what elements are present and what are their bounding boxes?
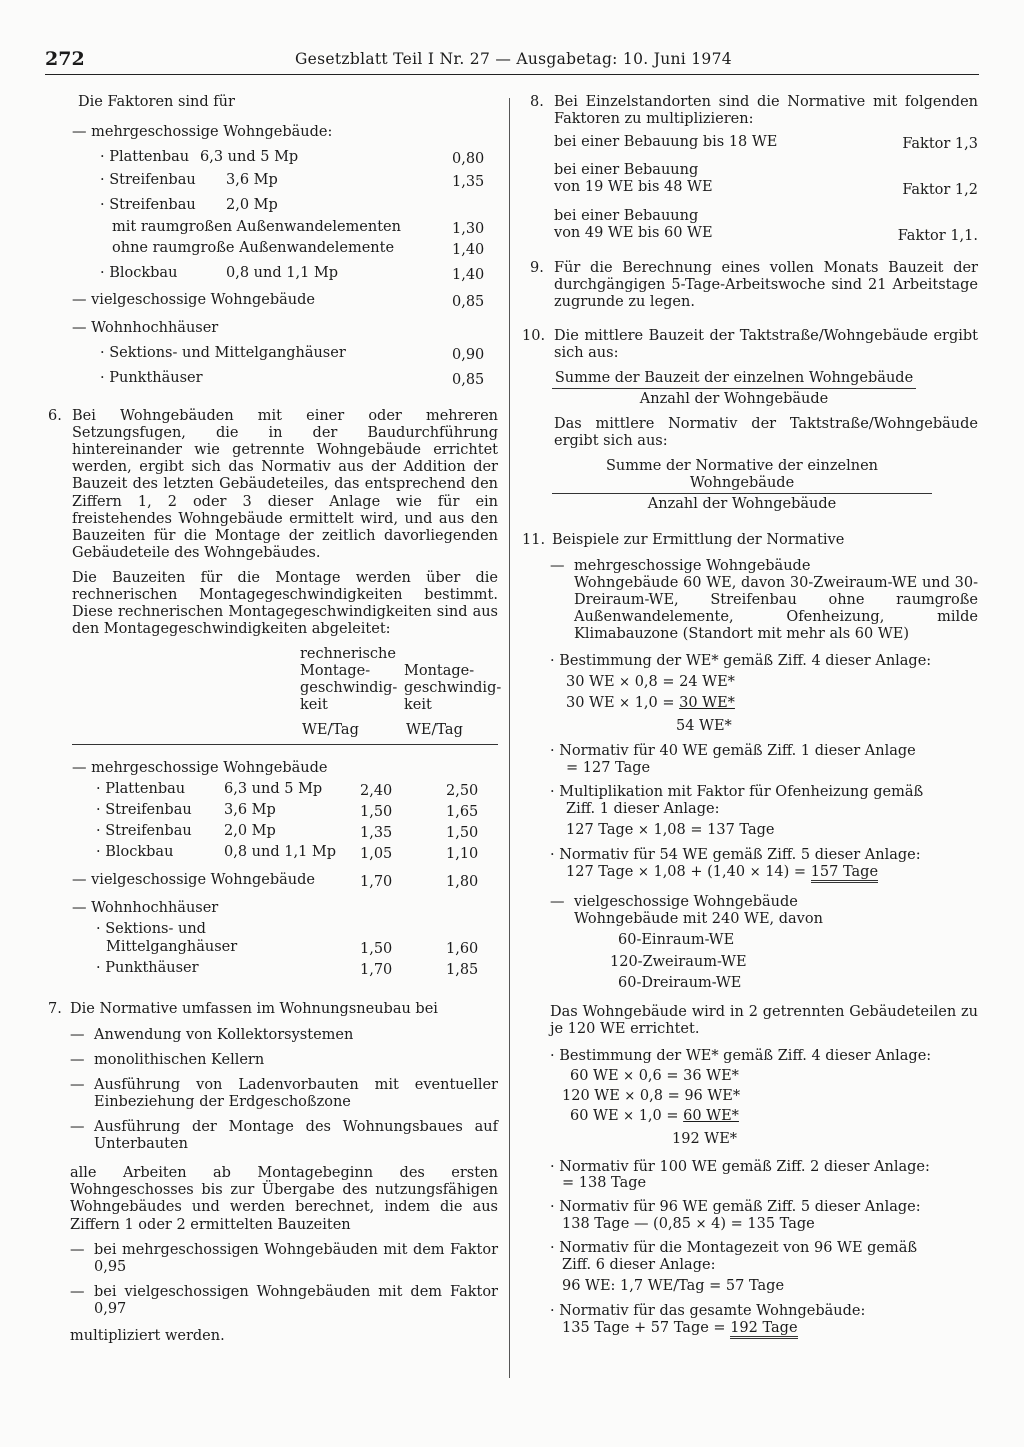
calc-part: 138 Tage — (0,85 bbox=[562, 1215, 691, 1232]
item-10 bbox=[522, 328, 978, 514]
column-divider bbox=[509, 98, 510, 1378]
calc-line bbox=[562, 1088, 740, 1105]
example-vielg-v3: 60-Dreiraum-WE bbox=[618, 974, 742, 991]
table-col1-header bbox=[300, 646, 397, 714]
dash: — bbox=[70, 1283, 85, 1300]
calc-result: 1,08 = 137 Tage bbox=[653, 822, 775, 839]
calc-b3: · Multiplikation mit Faktor für Ofenheizung gemäß bbox=[550, 784, 924, 801]
calc-c3: · Normativ für 100 WE gemäß Ziff. 2 dieser Anlage: bbox=[550, 1158, 930, 1175]
calc-sum: 192 WE* bbox=[672, 1130, 738, 1147]
calc-result: 1,0 = bbox=[638, 1107, 679, 1124]
example-getrennt-text: Das Wohngebäude wird in 2 getrennten Gebäudeteilen zu je 120 WE errichtet. bbox=[550, 1003, 978, 1037]
table-row-v1: 1,35 bbox=[360, 825, 393, 842]
dash: — bbox=[70, 1118, 85, 1135]
dash: — bbox=[550, 557, 565, 574]
streifenbau-20-label: · Streifenbau bbox=[100, 197, 196, 213]
calc-sum: 54 WE* bbox=[676, 718, 732, 735]
fraction-bauzeit bbox=[552, 370, 916, 408]
table-row-mp: 3,6 Mp bbox=[224, 802, 276, 819]
item-11 bbox=[522, 532, 978, 1348]
table-punkthaeuser: · Punkthäuser bbox=[96, 960, 199, 977]
calc-c5c: 96 WE: 1,7 WE/Tag = 57 Tage bbox=[562, 1277, 785, 1294]
calc-result-double-underlined: 157 Tage bbox=[811, 864, 878, 883]
factor-row-2-label2: von 19 WE bis 48 WE bbox=[554, 179, 713, 196]
calc-line bbox=[562, 1320, 798, 1337]
multiply-icon: × bbox=[624, 1088, 636, 1104]
dash: — bbox=[70, 1241, 85, 1258]
item-7-text: Die Normative umfassen im Wohnungsneubau bei bbox=[70, 1001, 438, 1018]
vielgeschossige-value: 0,85 bbox=[452, 294, 485, 310]
streifenbau-36-label: · Streifenbau bbox=[100, 172, 196, 188]
multiply-icon: × bbox=[637, 865, 649, 881]
col2-header-line: geschwindig- bbox=[404, 680, 502, 697]
example-vielg-label: vielgeschossige Wohngebäude bbox=[574, 894, 798, 911]
calc-c4: · Normativ für 96 WE gemäß Ziff. 5 dieser Anlage: bbox=[550, 1198, 921, 1215]
table-row-v1: 1,05 bbox=[360, 846, 393, 863]
example-vielg-v1: 60-Einraum-WE bbox=[618, 932, 735, 949]
item-7-bullet bbox=[48, 1242, 498, 1276]
table-wohnhochhaeuser: — Wohnhochhäuser bbox=[72, 900, 219, 917]
example-mehrg-label: mehrgeschossige Wohngebäude bbox=[574, 557, 811, 574]
ohne-aussenwand-value: 1,40 bbox=[452, 242, 485, 258]
calc-b1: · Bestimmung der WE* gemäß Ziff. 4 dieser Anlage: bbox=[550, 653, 932, 670]
item-9-number: 9. bbox=[530, 260, 544, 277]
table-row-label: · Streifenbau bbox=[96, 802, 192, 819]
item-6-text: Bei Wohngebäuden mit einer oder mehreren Setzungsfugen, die in der Baudurchführung hintereinander wie getrennte Wohngebäude errichtet werden, ergibt sich das Normativ aus der Addition der Bauzeit des letzten Gebäudeteiles, das entsprechend den Ziffern 1, 2 oder 3 dieser Anlage wie für ein freistehendes Wohngebäude ermittelt wird, und aus den Bauzeiten für die Montage der zeitlich davorliegenden Gebäudeteile des Wohngebäudes. bbox=[72, 408, 498, 561]
calc-result: 0,8 = 24 WE* bbox=[634, 674, 735, 691]
calc-part: 135 Tage + 57 Tage = bbox=[562, 1319, 726, 1336]
factor-row-3-label1: bei einer Bebauung bbox=[554, 208, 699, 225]
table-row-v1: 1,50 bbox=[360, 804, 393, 821]
item-7-text-3: multipliziert werden. bbox=[70, 1328, 225, 1345]
punkthaeuser-label: · Punkthäuser bbox=[100, 370, 203, 386]
blockbau-value: 1,40 bbox=[452, 267, 485, 283]
left-column bbox=[48, 94, 502, 1345]
col2-header-line: keit bbox=[404, 697, 432, 714]
multiply-icon: × bbox=[619, 696, 631, 712]
table-mehrgeschossige: — mehrgeschossige Wohngebäude bbox=[72, 760, 328, 777]
item-9-text: Für die Berechnung eines vollen Monats Bauzeit der durchgängigen 5-Tage-Arbeitswoche sind 21 Arbeitstage zugrunde zu legen. bbox=[554, 260, 978, 311]
factor-row-2-value: Faktor 1,2 bbox=[902, 182, 978, 199]
page-header-title: Gesetzblatt Teil I Nr. 27 — Ausgabetag: 10. Juni 1974 bbox=[295, 50, 732, 68]
item-7-bullet bbox=[48, 1077, 498, 1111]
bullet-text: Ausführung von Ladenvorbauten mit eventueller Einbeziehung der Erdgeschoßzone bbox=[94, 1076, 498, 1110]
calc-line bbox=[570, 1108, 739, 1125]
example-mehrg-calc bbox=[522, 653, 978, 881]
montage-table bbox=[48, 646, 502, 1001]
table-row-v2: 2,50 bbox=[446, 783, 479, 800]
calc-result: 0,6 = 36 WE* bbox=[638, 1067, 739, 1084]
mit-aussenwand-value: 1,30 bbox=[452, 221, 485, 237]
calc-result-underlined: 30 WE* bbox=[679, 695, 735, 712]
factor-row-3-label2: von 49 WE bis 60 WE bbox=[554, 225, 713, 242]
item-8-text: Bei Einzelstandorten sind die Normative mit folgenden Faktoren zu multiplizieren: bbox=[554, 94, 978, 128]
col1-header-line: keit bbox=[300, 697, 328, 714]
ohne-aussenwand-label: ohne raumgroße Außenwandelemente bbox=[112, 240, 395, 256]
col2-header-line: Montage- bbox=[404, 663, 475, 680]
calc-operand: 127 Tage bbox=[566, 864, 634, 881]
multiply-icon: × bbox=[637, 823, 649, 839]
table-sektions-line2: Mittelganghäuser bbox=[106, 939, 238, 956]
calc-operand: 60 WE bbox=[570, 1107, 619, 1124]
sektions-value: 0,90 bbox=[452, 347, 485, 363]
table-vielgeschossige: — vielgeschossige Wohngebäude bbox=[72, 872, 315, 889]
calc-c6: · Normativ für das gesamte Wohngebäude: bbox=[550, 1302, 866, 1319]
item-7-bullet bbox=[48, 1284, 498, 1318]
calc-result: 4) = 135 Tage bbox=[711, 1215, 815, 1232]
wohnhochhaeuser-label: — Wohnhochhäuser bbox=[72, 320, 219, 336]
item-7-bullet bbox=[48, 1027, 498, 1044]
faktoren-list bbox=[48, 94, 498, 394]
mehrgeschossige-label: — mehrgeschossige Wohngebäude: bbox=[72, 124, 333, 140]
table-unit-1: WE/Tag bbox=[302, 722, 359, 739]
item-8 bbox=[522, 94, 978, 248]
calc-line bbox=[566, 864, 878, 881]
calc-b3b: Ziff. 1 dieser Anlage: bbox=[566, 801, 720, 818]
calc-c5: · Normativ für die Montagezeit von 96 WE gemäß bbox=[550, 1239, 918, 1256]
item-7 bbox=[48, 1001, 498, 1345]
bullet-text: Anwendung von Kollektorsystemen bbox=[94, 1026, 354, 1043]
calc-result-underlined: 60 WE* bbox=[683, 1107, 739, 1124]
blockbau-label: · Blockbau bbox=[100, 265, 178, 281]
calc-result: 0,8 = 96 WE* bbox=[639, 1087, 741, 1104]
table-sektions-v2: 1,60 bbox=[446, 941, 479, 958]
item-8-number: 8. bbox=[530, 94, 544, 110]
dash: — bbox=[550, 894, 565, 911]
fraction-normative-numerator: Summe der Normative der einzelnen Wohngebäude bbox=[552, 458, 932, 494]
page-header bbox=[45, 46, 979, 75]
table-row-label: · Plattenbau bbox=[96, 781, 186, 798]
factor-row-3-value: Faktor 1,1. bbox=[897, 228, 978, 245]
item-10-number: 10. bbox=[522, 327, 546, 344]
col1-header-line: Montage- bbox=[300, 663, 371, 680]
calc-line bbox=[570, 1068, 739, 1085]
table-header-rule bbox=[72, 744, 498, 745]
item-7-bullet bbox=[48, 1119, 498, 1153]
table-row-v2: 1,50 bbox=[446, 825, 479, 842]
calc-c3b: = 138 Tage bbox=[562, 1174, 647, 1191]
plattenbau-mp: 6,3 und 5 Mp bbox=[200, 149, 299, 165]
example-vielg-calc bbox=[522, 1048, 978, 1348]
calc-operand: 60 WE bbox=[570, 1067, 619, 1084]
multiply-icon: × bbox=[619, 675, 631, 691]
table-punkt-v2: 1,85 bbox=[446, 962, 479, 979]
example-vielgeschossig bbox=[522, 894, 978, 992]
table-col2-header bbox=[404, 663, 501, 714]
calc-operand: 30 WE bbox=[566, 674, 615, 691]
item-9 bbox=[522, 260, 978, 311]
calc-b4: · Normativ für 54 WE gemäß Ziff. 5 dieser Anlage: bbox=[550, 847, 921, 864]
calc-result-double-underlined: 192 Tage bbox=[730, 1320, 797, 1339]
blockbau-mp: 0,8 und 1,1 Mp bbox=[226, 265, 339, 281]
example-vielg-v2: 120-Zweiraum-WE bbox=[610, 953, 747, 970]
calc-line bbox=[562, 1216, 815, 1233]
table-row-v1: 2,40 bbox=[360, 783, 393, 800]
calc-c2: · Bestimmung der WE* gemäß Ziff. 4 dieser Anlage: bbox=[550, 1047, 932, 1064]
dash: — bbox=[70, 1076, 85, 1093]
fraction-normative-denominator: Anzahl der Wohngebäude bbox=[647, 496, 837, 513]
streifenbau-36-mp: 3,6 Mp bbox=[226, 172, 278, 188]
fraction-bauzeit-denominator: Anzahl der Wohngebäude bbox=[639, 390, 829, 407]
item-6 bbox=[48, 408, 498, 638]
punkthaeuser-value: 0,85 bbox=[452, 372, 485, 388]
calc-part: 1,08 + (1,40 bbox=[653, 864, 746, 881]
mit-aussenwand-label: mit raumgroßen Außenwandelementen bbox=[112, 219, 401, 235]
item-11-number: 11. bbox=[522, 531, 546, 548]
plattenbau-value: 0,80 bbox=[452, 151, 485, 167]
bullet-text: bei mehrgeschossigen Wohngebäuden mit dem Faktor 0,95 bbox=[94, 1241, 498, 1275]
item-7-text-2: alle Arbeiten ab Montagebeginn des ersten Wohngeschosses bis zur Übergabe des nutzungsfähigen Wohngebäudes und werden berechnet, indem die aus Ziffern 1 oder 2 ermittelten Bauzeiten bbox=[70, 1165, 498, 1233]
item-7-bullet bbox=[48, 1052, 498, 1069]
multiply-icon: × bbox=[749, 865, 761, 881]
item-11-title: Beispiele zur Ermittlung der Normative bbox=[552, 531, 845, 548]
table-row-label: · Blockbau bbox=[96, 844, 174, 861]
faktoren-intro: Die Faktoren sind für bbox=[78, 94, 235, 110]
multiply-icon: × bbox=[623, 1108, 635, 1124]
example-mehrg-desc: Wohngebäude 60 WE, davon 30-Zweiraum-WE und 30-Dreiraum-WE, Streifenbau ohne raumgroße Außenwandelemente, Ofenheizung, milde Klimabauzone (Standort mit mehr als 60 WE) bbox=[574, 574, 978, 643]
table-row-mp: 6,3 und 5 Mp bbox=[224, 781, 323, 798]
calc-b2b: = 127 Tage bbox=[566, 760, 651, 777]
calc-operand: 30 WE bbox=[566, 695, 615, 712]
fraction-normative bbox=[552, 458, 932, 513]
item-10-text-2: Das mittlere Normativ der Taktstraße/Wohngebäude ergibt sich aus: bbox=[554, 415, 978, 450]
calc-result: 14) = bbox=[765, 864, 807, 881]
plattenbau-label: · Plattenbau bbox=[100, 149, 190, 165]
streifenbau-36-value: 1,35 bbox=[452, 174, 485, 190]
bullet-text: Ausführung der Montage des Wohnungsbaues auf Unterbauten bbox=[94, 1118, 498, 1153]
calc-operand: 120 WE bbox=[562, 1087, 620, 1104]
calc-line bbox=[566, 674, 735, 691]
sektions-label: · Sektions- und Mittelganghäuser bbox=[100, 345, 346, 361]
table-punkt-v1: 1,70 bbox=[360, 962, 393, 979]
table-row-mp: 0,8 und 1,1 Mp bbox=[224, 844, 337, 861]
multiply-icon: × bbox=[623, 1068, 635, 1084]
calc-result: 1,0 = bbox=[634, 695, 675, 712]
calc-line bbox=[566, 822, 774, 839]
table-row-label: · Streifenbau bbox=[96, 823, 192, 840]
item-6-text-2: Die Bauzeiten für die Montage werden über die rechnerischen Montagegeschwindigkeiten bestimmt. Diese rechnerischen Montagegeschwindigkeiten sind aus den Montagegeschwindigkeiten abgeleitet: bbox=[72, 569, 498, 638]
calc-c5b: Ziff. 6 dieser Anlage: bbox=[562, 1256, 716, 1273]
item-8-factors bbox=[522, 134, 978, 248]
item-10-text: Die mittlere Bauzeit der Taktstraße/Wohngebäude ergibt sich aus: bbox=[554, 327, 978, 361]
factor-row-2-label1: bei einer Bebauung bbox=[554, 162, 699, 179]
table-vielg-v1: 1,70 bbox=[360, 874, 393, 891]
table-vielg-v2: 1,80 bbox=[446, 874, 479, 891]
streifenbau-20-mp: 2,0 Mp bbox=[226, 197, 278, 213]
page-number: 272 bbox=[45, 48, 85, 70]
item-7-number: 7. bbox=[48, 1001, 62, 1018]
calc-line bbox=[566, 695, 735, 712]
col1-header-line: geschwindig- bbox=[300, 680, 398, 697]
right-column bbox=[522, 94, 978, 1348]
bullet-text: bei vielgeschossigen Wohngebäuden mit dem Faktor 0,97 bbox=[94, 1283, 498, 1317]
col1-header-line: rechnerische bbox=[300, 646, 396, 663]
table-unit-2: WE/Tag bbox=[406, 722, 463, 739]
calc-operand: 127 Tage bbox=[566, 822, 634, 839]
table-row-mp: 2,0 Mp bbox=[224, 823, 276, 840]
bullet-text: monolithischen Kellern bbox=[94, 1051, 265, 1068]
factor-row-1-value: Faktor 1,3 bbox=[902, 136, 978, 153]
table-row-v2: 1,10 bbox=[446, 846, 479, 863]
table-row-v2: 1,65 bbox=[446, 804, 479, 821]
table-sektions-line1: · Sektions- und bbox=[96, 921, 206, 938]
dash: — bbox=[70, 1051, 85, 1068]
multiply-icon: × bbox=[695, 1216, 707, 1232]
dash: — bbox=[70, 1026, 85, 1043]
calc-b2: · Normativ für 40 WE gemäß Ziff. 1 dieser Anlage bbox=[550, 743, 916, 760]
table-sektions-v1: 1,50 bbox=[360, 941, 393, 958]
factor-row-1-label: bei einer Bebauung bis 18 WE bbox=[554, 134, 778, 151]
fraction-bauzeit-numerator: Summe der Bauzeit der einzelnen Wohngebäude bbox=[552, 370, 916, 389]
vielgeschossige-label: — vielgeschossige Wohngebäude bbox=[72, 292, 315, 308]
item-6-number: 6. bbox=[48, 408, 62, 424]
example-mehrgeschossig bbox=[522, 558, 978, 644]
example-vielg-desc: Wohngebäude mit 240 WE, davon bbox=[574, 911, 823, 928]
